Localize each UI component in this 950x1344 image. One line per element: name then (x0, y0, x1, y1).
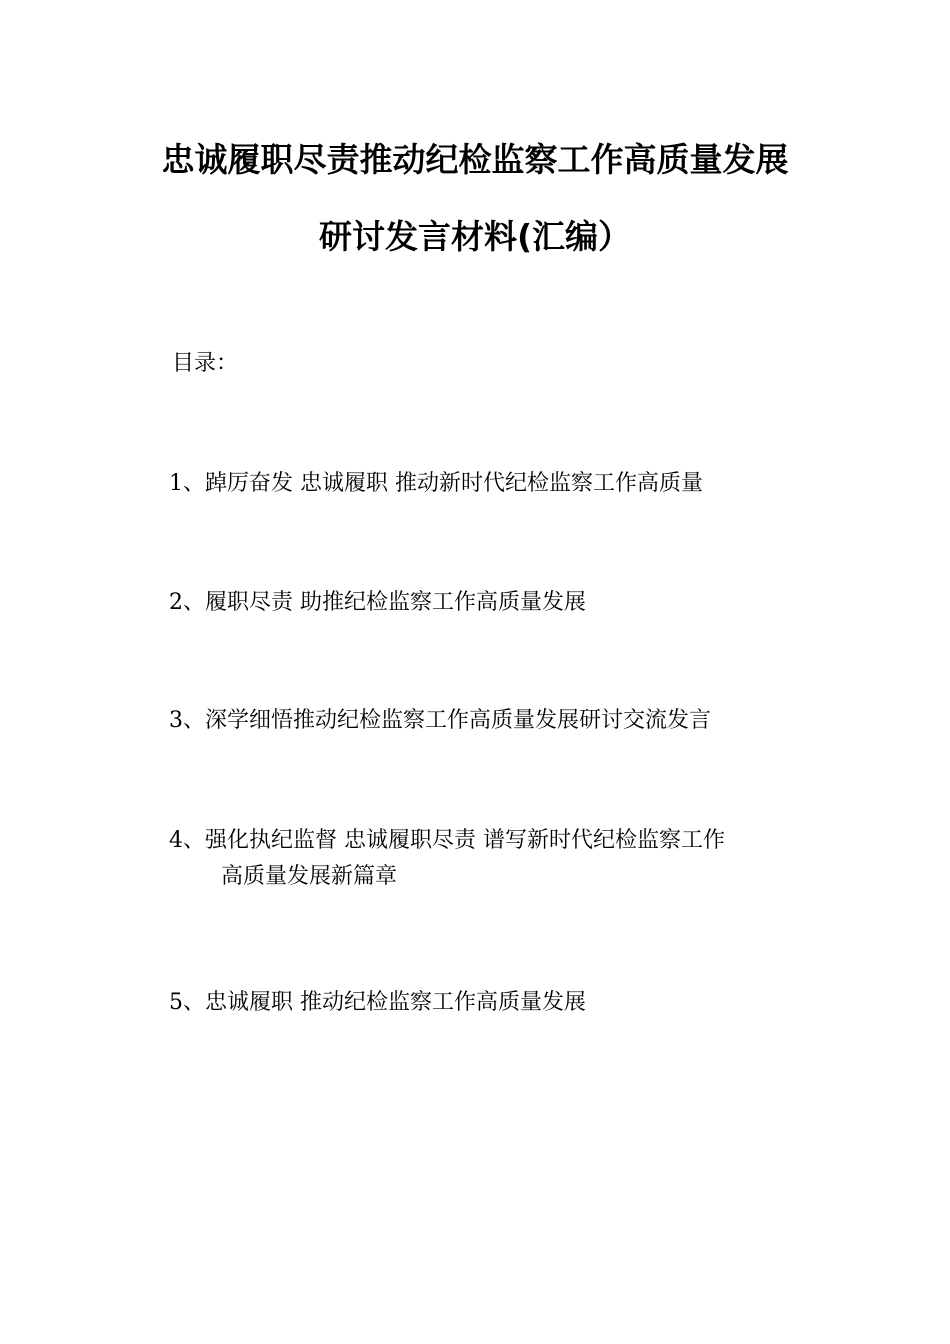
toc-item-4 (169, 823, 725, 895)
toc-item-3 (169, 703, 711, 739)
toc-item-5 (169, 985, 586, 1021)
toc-item-1 (169, 466, 703, 502)
toc-item-number: 2、 (169, 590, 205, 615)
toc-item-text: 强化执纪监督 忠诚履职尽责 谱写新时代纪检监察工作 (205, 828, 725, 853)
toc-item-number: 3、 (169, 708, 205, 733)
toc-item-text: 踔厉奋发 忠诚履职 推动新时代纪检监察工作高质量 (205, 471, 703, 496)
document-title-line-1: 忠诚履职尽责推动纪检监察工作高质量发展 (161, 140, 789, 179)
document-title-line-2: 研讨发言材料(汇编） (318, 217, 632, 256)
toc-item-text: 深学细悟推动纪检监察工作高质量发展研讨交流发言 (205, 708, 712, 733)
toc-item-text: 忠诚履职 推动纪检监察工作高质量发展 (205, 990, 586, 1015)
toc-heading: 目录： (172, 351, 239, 376)
toc-item-2 (169, 585, 586, 621)
toc-item-number: 5、 (169, 990, 205, 1015)
toc-item-text: 履职尽责 助推纪检监察工作高质量发展 (205, 590, 586, 615)
toc-item-number: 1、 (169, 471, 205, 496)
toc-item-number: 4、 (169, 828, 205, 853)
toc-item-text-continuation: 高质量发展新篇章 (221, 864, 398, 889)
